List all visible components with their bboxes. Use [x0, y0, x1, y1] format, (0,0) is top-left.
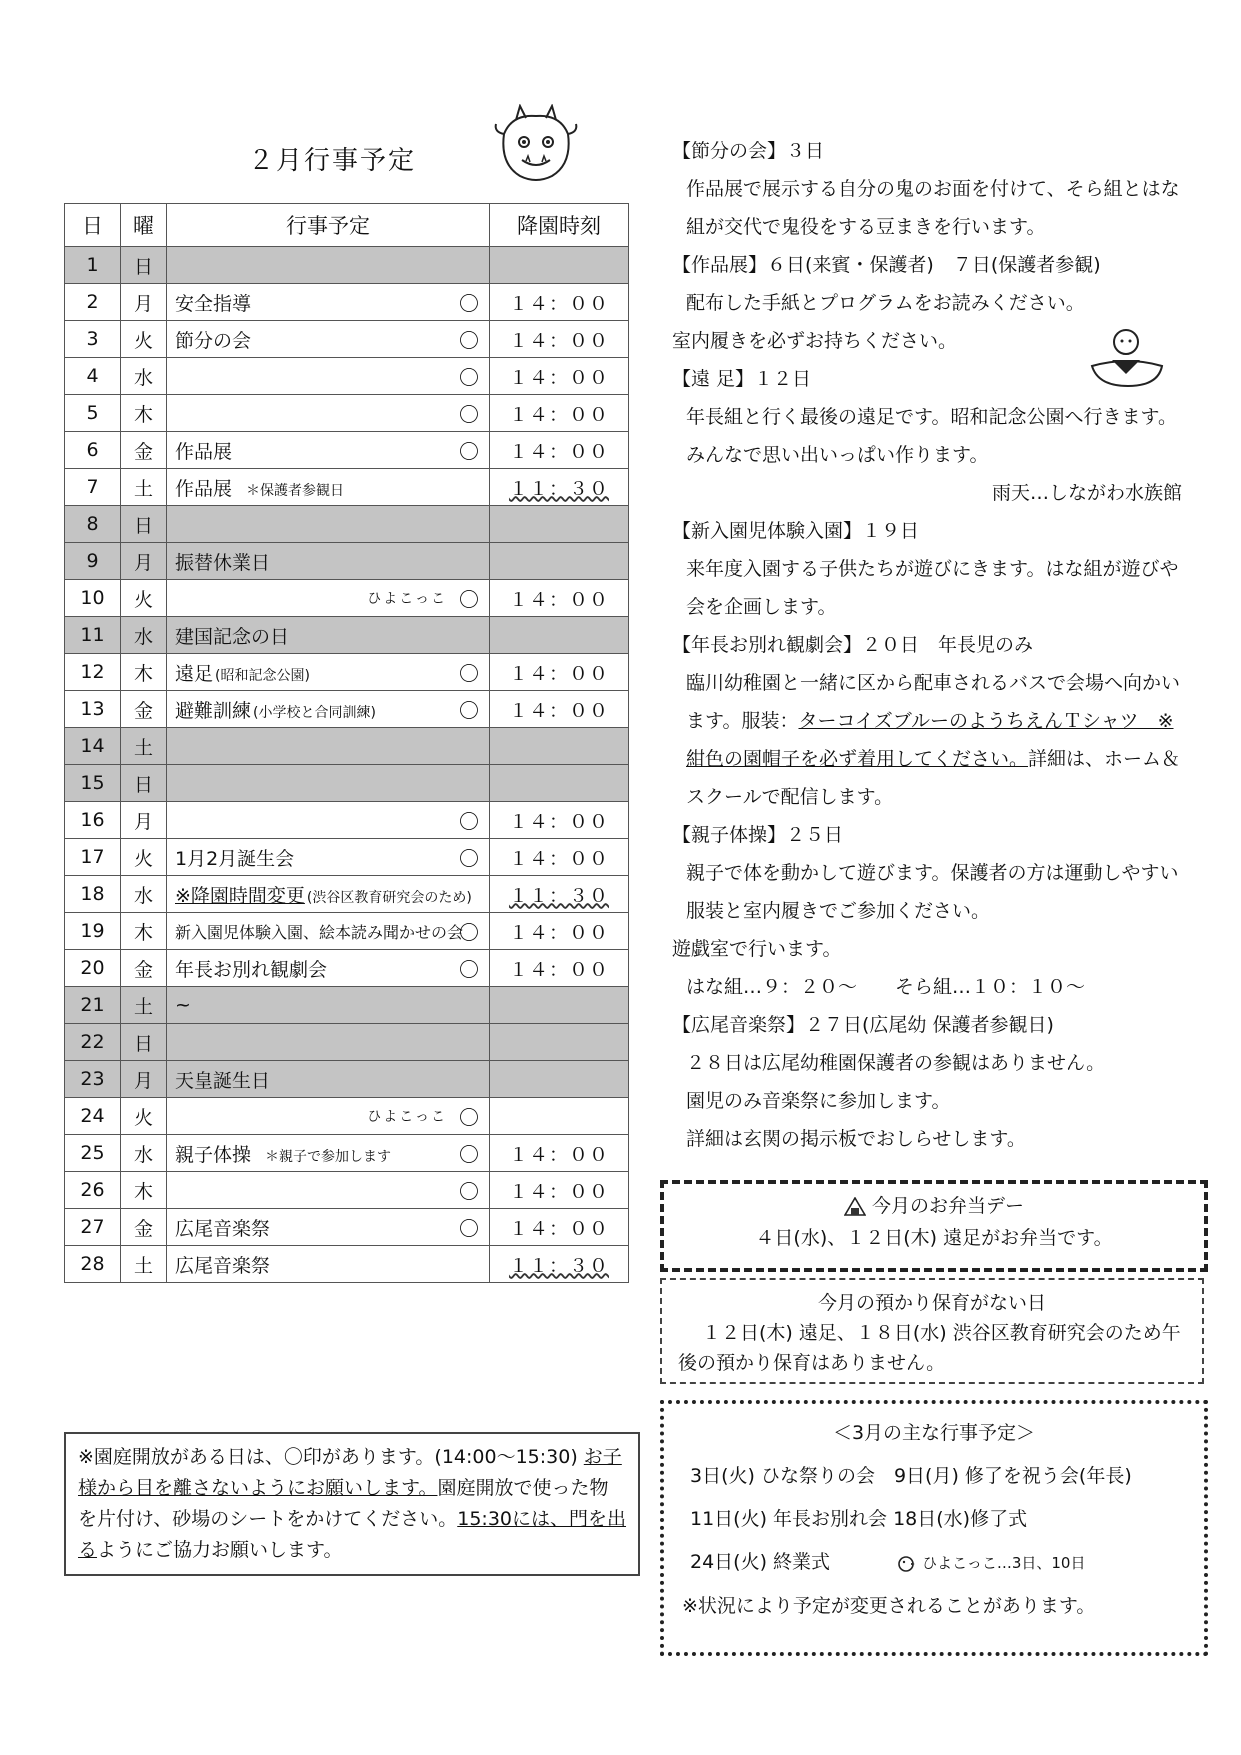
table-row [65, 247, 629, 284]
garden-open-mark: 〇 [459, 439, 479, 464]
event-cell [167, 1209, 490, 1246]
table-row [65, 580, 629, 617]
day-cell: 8 [65, 506, 121, 543]
dismissal-time: １１：３０ [508, 1254, 609, 1277]
day-cell: 17 [65, 839, 121, 876]
event-cell [167, 987, 490, 1024]
weekday-cell: 火 [121, 1098, 167, 1135]
march-line [664, 1541, 1204, 1585]
dismissal-time-cell [490, 839, 629, 876]
weekday-cell: 水 [121, 358, 167, 395]
garden-open-notice [64, 1432, 640, 1576]
dismissal-time-cell [490, 1209, 629, 1246]
table-row [65, 1246, 629, 1283]
event-cell [167, 654, 490, 691]
day-cell: 19 [65, 913, 121, 950]
weekday-cell: 日 [121, 765, 167, 802]
table-row [65, 469, 629, 506]
col-header-weekday: 曜 [121, 204, 167, 247]
dismissal-time: １４：００ [508, 847, 609, 870]
event-cell [167, 1061, 490, 1098]
table-row [65, 1061, 629, 1098]
event-cell [167, 839, 490, 876]
day-cell: 26 [65, 1172, 121, 1209]
hiyokokko-label: ひよこっこ [367, 1109, 447, 1125]
garden-open-mark: 〇 [459, 1179, 479, 1204]
event-cell [167, 469, 490, 506]
event-label: 振替休業日 [175, 551, 271, 574]
march-line-text: 24日(火) 終業式 [690, 1551, 831, 1573]
day-cell: 22 [65, 1024, 121, 1061]
table-header-row [65, 204, 629, 247]
no-childcare-box [660, 1278, 1204, 1384]
dismissal-time: １４：００ [508, 921, 609, 944]
weekday-cell: 日 [121, 1024, 167, 1061]
garden-open-mark: 〇 [459, 291, 479, 316]
weekday-cell: 水 [121, 1135, 167, 1172]
weekday-cell: 月 [121, 543, 167, 580]
event-details [672, 132, 1182, 1158]
day-cell: 15 [65, 765, 121, 802]
dismissal-time: １４：００ [508, 810, 609, 833]
section-text: 詳細は、ホーム＆スクールで配信します。 [686, 748, 1181, 808]
section-heading: 【広尾音楽祭】２７日(広尾幼 保護者参観日) [672, 1014, 1054, 1036]
dismissal-time-cell [490, 358, 629, 395]
dismissal-time-cell [490, 506, 629, 543]
table-row [65, 358, 629, 395]
dismissal-time-cell [490, 728, 629, 765]
event-label: 親子体操 [175, 1143, 252, 1166]
event-cell [167, 580, 490, 617]
section-body: 詳細は玄関の掲示板でおしらせします。 [686, 1128, 1026, 1150]
weekday-cell: 水 [121, 876, 167, 913]
dismissal-time-cell [490, 580, 629, 617]
table-row [65, 543, 629, 580]
section-text: 臨川幼稚園と一緒に区から配車されるバスで会場へ向かいます。服装： [686, 672, 1181, 732]
day-cell: 1 [65, 247, 121, 284]
weekday-cell: 金 [121, 1209, 167, 1246]
garden-open-mark: 〇 [459, 1105, 479, 1130]
garden-open-mark: 〇 [459, 846, 479, 871]
dismissal-time-cell [490, 1098, 629, 1135]
table-row [65, 950, 629, 987]
event-cell [167, 432, 490, 469]
weekday-cell: 月 [121, 802, 167, 839]
dismissal-time: １４：００ [508, 440, 609, 463]
day-cell: 5 [65, 395, 121, 432]
child-in-bath-illustration [1088, 326, 1166, 392]
section-body: 作品展で展示する自分の鬼のお面を付けて、そら組とはな組が交代で鬼役をする豆まきを行います。 [686, 178, 1180, 238]
march-note: ※状況により予定が変更されることがあります。 [682, 1595, 1096, 1617]
table-row [65, 432, 629, 469]
dismissal-time-cell [490, 802, 629, 839]
chick-icon [896, 1551, 916, 1573]
table-row [65, 654, 629, 691]
section-heading: 【遠 足】１２日 [672, 368, 812, 390]
event-cell [167, 358, 490, 395]
event-note: (渋谷区教育研究会のため) [306, 889, 472, 906]
hiyokokko-dates: ひよこっこ…3日、10日 [922, 1554, 1086, 1572]
day-cell: 11 [65, 617, 121, 654]
dismissal-time: １４：００ [508, 329, 609, 352]
dismissal-time-cell [490, 654, 629, 691]
weekday-cell: 土 [121, 469, 167, 506]
day-cell: 16 [65, 802, 121, 839]
oni-mask-illustration [490, 104, 582, 184]
table-row [65, 876, 629, 913]
section-body: 配布した手紙とプログラムをお読みください。 [686, 292, 1085, 314]
weekday-cell: 日 [121, 247, 167, 284]
event-note: (小学校と合同訓練) [253, 704, 376, 721]
event-cell [167, 876, 490, 913]
table-row [65, 617, 629, 654]
garden-open-mark: 〇 [459, 402, 479, 427]
bento-title: 今月のお弁当デー [872, 1195, 1025, 1217]
notice-text: ようにご協力お願いします。 [97, 1539, 343, 1561]
weekday-cell: 火 [121, 321, 167, 358]
dismissal-time-cell [490, 1246, 629, 1283]
section-heading: 【新入園児体験入園】１９日 [672, 520, 920, 542]
event-cell [167, 1172, 490, 1209]
notice-text: ※園庭開放がある日は、〇印があります。(14:00～15:30) [78, 1446, 584, 1468]
table-row [65, 691, 629, 728]
day-cell: 25 [65, 1135, 121, 1172]
dismissal-time: １４：００ [508, 1180, 609, 1203]
dismissal-time: １４：００ [508, 699, 609, 722]
notice-text: 園庭開放で使った物を片付け、砂場のシートをかけてください。 [78, 1477, 609, 1530]
event-label: 遠足 [175, 662, 214, 685]
day-cell: 14 [65, 728, 121, 765]
weekday-cell: 土 [121, 1246, 167, 1283]
no-childcare-body: １２日(木) 遠足、１８日(水) 渋谷区教育研究会のため午後の預かり保育はありません。 [678, 1322, 1181, 1374]
dismissal-time-cell [490, 1172, 629, 1209]
weekday-cell: 月 [121, 1061, 167, 1098]
weekday-cell: 木 [121, 654, 167, 691]
dismissal-time: １１：３０ [508, 884, 609, 907]
table-row [65, 802, 629, 839]
event-cell [167, 321, 490, 358]
weekday-cell: 水 [121, 617, 167, 654]
dismissal-time-cell [490, 395, 629, 432]
dismissal-time-cell [490, 987, 629, 1024]
section-body: 遊戯室で行います。 [672, 938, 842, 960]
col-header-dismissal-time: 降園時刻 [490, 204, 629, 247]
garden-open-mark: 〇 [459, 1216, 479, 1241]
event-label: 新入園児体験入園、絵本読み聞かせの会 [175, 922, 464, 942]
section-body: 親子で体を動かして遊びます。保護者の方は運動しやすい服装と室内履きでご参加ください。 [686, 862, 1179, 922]
dismissal-time-cell [490, 1024, 629, 1061]
weekday-cell: 金 [121, 432, 167, 469]
weekday-cell: 金 [121, 691, 167, 728]
day-cell: 28 [65, 1246, 121, 1283]
dismissal-time: １４：００ [508, 366, 609, 389]
event-label: 安全指導 [175, 292, 252, 315]
event-cell [167, 950, 490, 987]
garden-open-mark: 〇 [459, 587, 479, 612]
table-row [65, 1098, 629, 1135]
garden-open-mark: 〇 [459, 365, 479, 390]
event-label: 作品展 [175, 440, 233, 463]
dismissal-time-cell [490, 469, 629, 506]
event-cell [167, 1246, 490, 1283]
weekday-cell: 木 [121, 913, 167, 950]
weekday-cell: 日 [121, 506, 167, 543]
table-row [65, 395, 629, 432]
page-title: ２月行事予定 [248, 146, 417, 176]
section-body: 年長組と行く最後の遠足です。昭和記念公園へ行きます。みんなで思い出いっぱい作ります。 [686, 406, 1177, 466]
day-cell: 7 [65, 469, 121, 506]
dismissal-time: １４：００ [508, 588, 609, 611]
day-cell: 2 [65, 284, 121, 321]
event-note: ＊親子で参加します [265, 1148, 392, 1165]
dismissal-time-cell [490, 913, 629, 950]
weekday-cell: 火 [121, 839, 167, 876]
dismissal-time-cell [490, 950, 629, 987]
event-cell [167, 617, 490, 654]
day-cell: 4 [65, 358, 121, 395]
event-cell [167, 284, 490, 321]
dismissal-time: １４：００ [508, 1143, 609, 1166]
notice-emphasis: 15:30には、門を出る [78, 1508, 627, 1561]
day-cell: 20 [65, 950, 121, 987]
notice-emphasis: お子様から目を離さないようにお願いします。 [78, 1446, 622, 1499]
garden-open-mark: 〇 [459, 1142, 479, 1167]
table-row [65, 1024, 629, 1061]
section-heading: 【作品展】６日(来賓・保護者) ７日(保護者参観) [672, 254, 1101, 276]
weekday-cell: 木 [121, 1172, 167, 1209]
garden-open-mark: 〇 [459, 698, 479, 723]
class-times: はな組…９：２０～ そら組…１０：１０～ [686, 976, 1086, 998]
event-label: 避難訓練 [175, 699, 252, 722]
day-cell: 12 [65, 654, 121, 691]
weekday-cell: 土 [121, 987, 167, 1024]
section-body: 来年度入園する子供たちが遊びにきます。はな組が遊びや会を企画します。 [686, 558, 1179, 618]
table-row [65, 1209, 629, 1246]
dismissal-time-cell [490, 617, 629, 654]
event-label: 広尾音楽祭 [175, 1254, 271, 1277]
event-cell [167, 395, 490, 432]
no-childcare-title: 今月の預かり保育がない日 [817, 1292, 1046, 1314]
col-header-event: 行事予定 [167, 204, 490, 247]
march-title: ＜3月の主な行事予定＞ [832, 1422, 1036, 1444]
garden-open-mark: 〇 [459, 661, 479, 686]
table-row [65, 839, 629, 876]
weekday-cell: 金 [121, 950, 167, 987]
day-cell: 3 [65, 321, 121, 358]
dress-code: ターコイズブルーのようちえんＴシャツ ※紺色の園帽子を必ず着用してください。 [686, 710, 1174, 770]
table-row [65, 284, 629, 321]
schedule-table [64, 203, 629, 1283]
event-label: 節分の会 [175, 329, 252, 352]
garden-open-mark: 〇 [459, 957, 479, 982]
table-row [65, 1172, 629, 1209]
section-body: 園児のみ音楽祭に参加します。 [686, 1090, 951, 1112]
day-cell: 21 [65, 987, 121, 1024]
event-cell [167, 728, 490, 765]
section-heading: 【節分の会】３日 [672, 140, 825, 162]
section-body: ２８日は広尾幼稚園保護者の参観はありません。 [686, 1052, 1106, 1074]
event-label: ~ [175, 994, 191, 1016]
event-cell [167, 691, 490, 728]
dismissal-time-cell [490, 765, 629, 802]
section-heading: 【親子体操】２５日 [672, 824, 844, 846]
dismissal-time-cell [490, 691, 629, 728]
event-cell [167, 765, 490, 802]
bento-title-line [664, 1190, 1204, 1222]
garden-open-mark: 〇 [459, 809, 479, 834]
day-cell: 13 [65, 691, 121, 728]
table-row [65, 506, 629, 543]
garden-open-mark: 〇 [459, 920, 479, 945]
section-body: 室内履きを必ずお持ちください。 [672, 330, 958, 352]
event-note: (昭和記念公園) [215, 667, 310, 684]
event-label: 建国記念の日 [175, 625, 290, 648]
day-cell: 24 [65, 1098, 121, 1135]
day-cell: 23 [65, 1061, 121, 1098]
day-cell: 6 [65, 432, 121, 469]
event-label: 年長お別れ観劇会 [175, 958, 328, 981]
weekday-cell: 火 [121, 580, 167, 617]
march-events-box [660, 1400, 1208, 1656]
event-label: 作品展 [175, 477, 233, 500]
weekday-cell: 土 [121, 728, 167, 765]
event-label: 天皇誕生日 [175, 1069, 271, 1092]
event-cell [167, 247, 490, 284]
table-row [65, 913, 629, 950]
day-cell: 27 [65, 1209, 121, 1246]
event-cell [167, 1098, 490, 1135]
event-cell [167, 543, 490, 580]
bento-body: ４日(水)、１２日(木) 遠足がお弁当です。 [755, 1227, 1113, 1249]
table-row [65, 987, 629, 1024]
dismissal-time: １４：００ [508, 958, 609, 981]
table-row [65, 1135, 629, 1172]
dismissal-time: １４：００ [508, 1217, 609, 1240]
bento-day-box [660, 1180, 1208, 1272]
event-label: 広尾音楽祭 [175, 1217, 271, 1240]
day-cell: 18 [65, 876, 121, 913]
event-note: ＊保護者参観日 [246, 482, 345, 499]
dismissal-time-cell [490, 432, 629, 469]
table-row [65, 321, 629, 358]
rain-plan: 雨天…しながわ水族館 [991, 482, 1182, 504]
dismissal-time-cell [490, 247, 629, 284]
rice-ball-icon [844, 1197, 866, 1217]
event-cell [167, 506, 490, 543]
event-cell [167, 1024, 490, 1061]
dismissal-time-cell [490, 543, 629, 580]
event-cell [167, 802, 490, 839]
dismissal-time-cell [490, 321, 629, 358]
garden-open-mark: 〇 [459, 328, 479, 353]
event-label: 1月2月誕生会 [175, 847, 295, 870]
day-cell: 9 [65, 543, 121, 580]
dismissal-time-cell [490, 876, 629, 913]
event-cell [167, 1135, 490, 1172]
table-row [65, 765, 629, 802]
event-cell [167, 913, 490, 950]
dismissal-time-cell [490, 284, 629, 321]
dismissal-time: １４：００ [508, 403, 609, 426]
march-line: 3日(火) ひな祭りの会 9日(月) 修了を祝う会(年長) [690, 1465, 1132, 1487]
dismissal-time: １１：３０ [508, 477, 609, 500]
event-label: ※降園時間変更 [175, 884, 305, 907]
section-heading: 【年長お別れ観劇会】２０日 年長児のみ [672, 634, 1034, 656]
hiyokokko-label: ひよこっこ [367, 591, 447, 607]
weekday-cell: 月 [121, 284, 167, 321]
section-body [672, 664, 1182, 816]
weekday-cell: 木 [121, 395, 167, 432]
dismissal-time: １４：００ [508, 662, 609, 685]
dismissal-time: １４：００ [508, 292, 609, 315]
col-header-day: 日 [65, 204, 121, 247]
dismissal-time-cell [490, 1135, 629, 1172]
day-cell: 10 [65, 580, 121, 617]
table-row [65, 728, 629, 765]
dismissal-time-cell [490, 1061, 629, 1098]
march-line: 11日(火) 年長お別れ会 18日(水)修了式 [690, 1508, 1028, 1530]
